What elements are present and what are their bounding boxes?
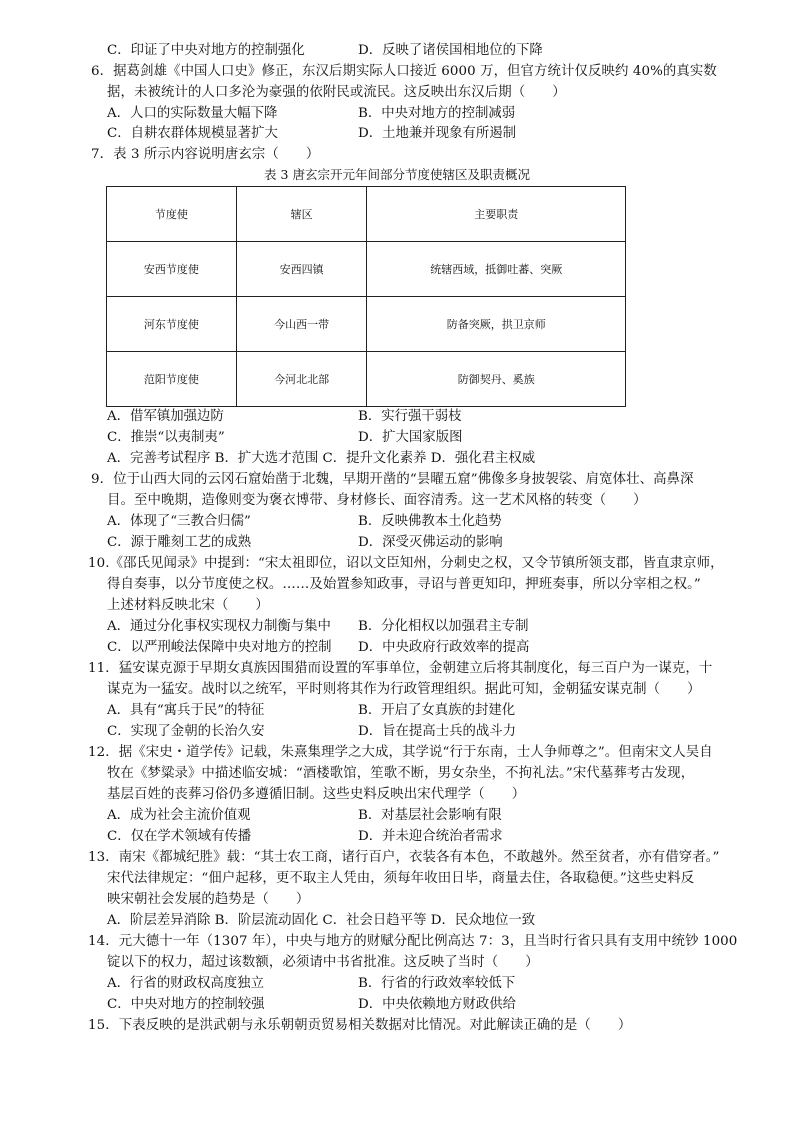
q9-option-c: C．源于雕刻工艺的成熟	[107, 535, 252, 550]
q11-option-d: D．旨在提高士兵的战斗力	[358, 724, 517, 739]
q7-option-b: B．实行强干弱枝	[358, 409, 462, 424]
q12-option-d: D．并未迎合统治者需求	[358, 829, 503, 844]
table-3	[106, 186, 626, 407]
q10-stem-line3: 上述材料反映北宋（ ）	[107, 598, 269, 613]
q9-option-b: B．反映佛教本土化趋势	[358, 514, 502, 529]
q14-option-d: D．中央依赖地方财政供给	[358, 997, 517, 1012]
table-header-cell: 节度使	[107, 187, 237, 242]
q7-option-c: C．推崇“以夷制夷”	[107, 430, 225, 445]
q14-option-a: A．行省的财政权高度独立	[107, 976, 264, 991]
q15-stem-line1: 15．下表反映的是洪武朝与永乐朝朝贡贸易相关数据对比情况。对此解读正确的是（ ）	[88, 1018, 632, 1033]
q9-option-d: D．深受灭佛运动的影响	[358, 535, 503, 550]
q11-option-c: C．实现了金朝的长治久安	[107, 724, 265, 739]
q6-option-d: D．土地兼并现象有所遏制	[358, 126, 517, 141]
q9-option-a: A．体现了“三教合归儒”	[107, 514, 251, 529]
q13-stem-line1: 13．南宋《都城纪胜》载：“其士农工商，诸行百户，衣装各有本色，不敢越外。然至贫者，亦有借穿者。”	[88, 850, 720, 865]
q10-stem-line2: 得自奏事，以分节度使之权。……及始置参知政事，寻诏与普更知印，押班奏事，所以分宰相之权。”	[107, 577, 701, 592]
q14-stem-line1: 14．元大德十一年（1307 年），中央与地方的财赋分配比例高达 7：3，且当时行省只具有支用中统钞 1000	[88, 934, 738, 949]
q7-stem-line1: 7．表 3 所示内容说明唐玄宗（ ）	[91, 147, 320, 162]
table-cell: 防备突厥，拱卫京师	[367, 297, 626, 352]
q6-stem-line2: 据，未被统计的人口多沦为豪强的依附民或流民。这反映出东汉后期（ ）	[107, 85, 566, 100]
q13-options: A．阶层差异消除 B．阶层流动固化 C．社会日趋平等 D．民众地位一致	[107, 913, 536, 928]
q10-option-c: C．以严刑峻法保障中央对地方的控制	[107, 640, 332, 655]
q9-stem-line2: 目。至中晚期，造像则变为褒衣博带、身材修长、面容清秀。这一艺术风格的转变（ ）	[107, 493, 647, 508]
q5-option-c: C．印证了中央对地方的控制强化	[107, 43, 305, 58]
q14-option-b: B．行省的行政效率较低下	[358, 976, 516, 991]
table-cell: 防御契丹、奚族	[367, 352, 626, 407]
q10-option-b: B．分化相权以加强君主专制	[358, 619, 529, 634]
q12-stem-line2: 牧在《梦粱录》中描述临安城：“酒楼歌馆，笙歌不断，男女杂坐，不拘礼法。”宋代墓葬考古发现，	[107, 766, 695, 781]
q10-stem-line1: 10.《邵氏见闻录》中提到：“宋太祖即位，诏以文臣知州，分刺史之权，又令节镇所领支郡，皆直隶京师，	[88, 556, 724, 571]
table-row	[107, 242, 626, 297]
q6-option-c: C．自耕农群体规模显著扩大	[107, 126, 278, 141]
table-cell: 今河北北部	[236, 352, 367, 407]
q14-stem-line2: 锭以下的权力，超过该数额，必须请中书省批准。这反映了当时（ ）	[107, 955, 539, 970]
q12-stem-line3: 基层百姓的丧葬习俗仍多遵循旧制。这些史料反映出宋代理学（ ）	[107, 787, 526, 802]
q6-stem-line1: 6．据葛剑雄《中国人口史》修正，东汉后期实际人口接近 6000 万，但官方统计仅反映约 40%的真实数	[91, 64, 717, 79]
q7-option-a: A．借军镇加强边防	[107, 409, 224, 424]
q11-option-b: B．开启了女真族的封建化	[358, 703, 516, 718]
table-row	[107, 352, 626, 407]
table-cell: 统辖西域，抵御吐蕃、突厥	[367, 242, 626, 297]
table-cell: 安西四镇	[236, 242, 367, 297]
table-cell: 今山西一带	[236, 297, 367, 352]
q5-option-d: D．反映了诸侯国相地位的下降	[358, 43, 543, 58]
q6-option-a: A．人口的实际数量大幅下降	[107, 106, 278, 121]
table-header-cell: 辖区	[236, 187, 367, 242]
q13-stem-line3: 映宋朝社会发展的趋势是（ ）	[107, 892, 310, 907]
table-cell: 河东节度使	[107, 297, 237, 352]
q11-stem-line2: 谋克为一猛安。战时以之统军，平时则将其作为行政管理组织。据此可知，金朝猛安谋克制（ ）	[107, 682, 701, 697]
q13-stem-line2: 宋代法律规定：“佃户起移，更不取主人凭由，须每年收田日毕，商量去住，各取稳便。”这些史料反	[107, 871, 695, 886]
q12-stem-line1: 12．据《宋史・道学传》记载，朱熹集理学之大成，其学说“行于东南，士人争师尊之”。但南宋文人吴自	[88, 745, 713, 760]
q11-stem-line1: 11．猛安谋克源于早期女真族因围猎而设置的军事单位，金朝建立后将其制度化，每三百户为一谋克，十	[88, 661, 713, 676]
q12-option-b: B．对基层社会影响有限	[358, 808, 502, 823]
q9-stem-line1: 9．位于山西大同的云冈石窟始凿于北魏，早期开凿的“昙曜五窟”佛像多身披袈裟、肩宽体壮、高鼻深	[91, 472, 694, 487]
q7-option-d: D．扩大国家版图	[358, 430, 463, 445]
table-3-caption: 表 3 唐玄宗开元年间部分节度使辖区及职责概况	[264, 167, 530, 182]
q8-options: A．完善考试程序 B．扩大选才范围 C．提升文化素养 D．强化君主权威	[107, 451, 536, 466]
table-header-cell: 主要职责	[367, 187, 626, 242]
table-header-row	[107, 187, 626, 242]
q10-option-a: A．通过分化事权实现权力制衡与集中	[107, 619, 331, 634]
table-row	[107, 297, 626, 352]
q10-option-d: D．中央政府行政效率的提高	[358, 640, 530, 655]
q14-option-c: C．中央对地方的控制较强	[107, 997, 265, 1012]
table-cell: 范阳节度使	[107, 352, 237, 407]
q11-option-a: A．具有“寓兵于民”的特征	[107, 703, 265, 718]
q6-option-b: B．中央对地方的控制减弱	[358, 106, 516, 121]
table-cell: 安西节度使	[107, 242, 237, 297]
q12-option-a: A．成为社会主流价值观	[107, 808, 251, 823]
q12-option-c: C．仅在学术领域有传播	[107, 829, 252, 844]
